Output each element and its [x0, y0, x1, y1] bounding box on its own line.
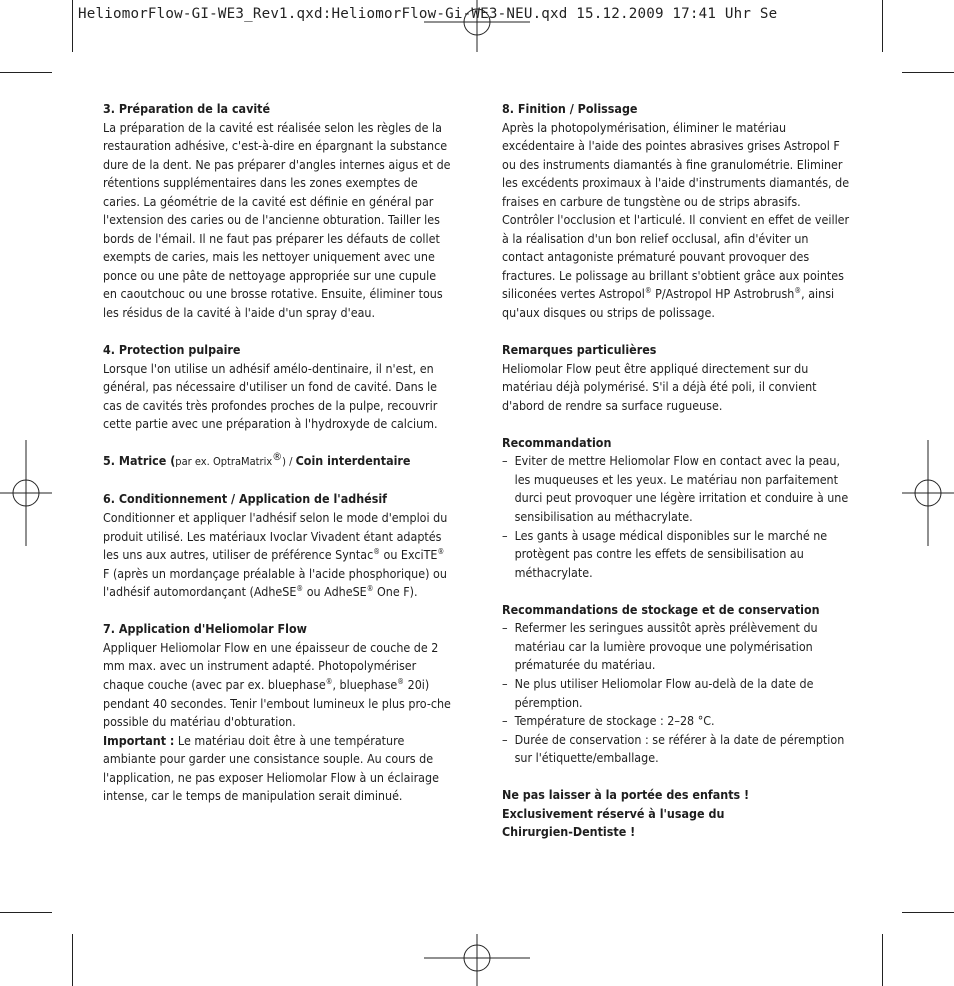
print-slug: HeliomorFlow-GI-WE3_Rev1.qxd:HeliomorFlow-Gi-WE3-NEU.qxd 15.12.2009 17:41 Uhr Se [78, 6, 778, 22]
warning-line: Ne pas laisser à la portée des enfants ! [502, 787, 750, 803]
crop-mark-bottom-right-vertical [882, 934, 883, 986]
registered-mark: ® [296, 584, 304, 594]
section-body: , ainsi qu'aux disques ou strips de polissage. [502, 286, 835, 321]
section-finishing [502, 100, 853, 323]
list-item: – Refermer les seringues aussitôt après prélèvement du matériau car la lumière provoque une polymérisation prématurée du matériau. [502, 619, 853, 675]
recommendation-list [502, 452, 853, 582]
list-item: – Durée de conservation : se référer à la date de péremption sur l'étiquette/emballage. [502, 731, 853, 768]
registered-mark: ® [794, 286, 802, 296]
section-heading-part: Coin interdentaire [295, 453, 411, 469]
section-body: ou AdheSE [303, 584, 367, 600]
crop-mark-top-left-horizontal [0, 72, 52, 73]
registered-mark: ® [325, 676, 333, 686]
section-heading: 6. Conditionnement / Application de l'adhésif [103, 491, 388, 507]
section-body: One F). [373, 584, 418, 600]
section-heading-note: ) / [282, 455, 296, 469]
section-heading-note: par ex. OptraMatrix [175, 455, 273, 469]
section-body: Après la photopolymérisation, éliminer le matériau excédentaire à l'aide des pointes abrasives grises Astropol F ou des instruments diamantés à fine granulométrie. Eliminer les excédents proximaux à l'aide d'instruments diamantés, de fraises en carbure de tungstène ou de strips abrasifs. Contrôler l'occlusion et l'articulé. Il convient en effet de veiller à la réalisation d'un bon relief occlusal, afin d'éviter un contact antagoniste prématuré pouvant provoquer des fractures. Le polissage au brillant s'obtient grâce aux pointes siliconées vertes Astropol [502, 119, 850, 302]
registration-mark-left [0, 440, 52, 546]
crop-mark-top-right-vertical [882, 0, 883, 52]
registration-mark-bottom [424, 934, 530, 986]
section-heading: 7. Application d'Heliomolar Flow [103, 621, 307, 637]
section-body: 20i) pendant 40 secondes. Tenir l'embout lumineux le plus pro-che possible du matériau d'obturation. [103, 676, 451, 730]
warning-block [502, 786, 853, 842]
right-column [502, 100, 853, 860]
section-body: Appliquer Heliomolar Flow en une épaisseur de couche de 2 mm max. avec un instrument adapté. Photopolymériser chaque couche (avec par ex. bluephase [103, 639, 439, 692]
registered-mark: ® [397, 676, 405, 686]
section-body: Conditionner et appliquer l'adhésif selon le mode d'emploi du produit utilisé. Les matériaux Ivoclar Vivadent étant adaptés les uns aux autres, utiliser de préférence Syntac [103, 510, 448, 563]
section-application [103, 620, 452, 805]
section-body: P/Astropol HP Astrobrush [651, 286, 795, 302]
list-item: – Ne plus utiliser Heliomolar Flow au-delà de la date de péremption. [502, 675, 853, 712]
crop-mark-bottom-right-horizontal [902, 912, 954, 913]
section-body: La préparation de la cavité est réalisée selon les règles de la restauration adhésive, c'est-à-dire en épargnant la substance dure de la dent. Ne pas préparer d'angles internes aigus et de rétentions supplémentaires dans les zones exemptes de caries. La géométrie de la cavité est définie en général par l'extension des caries ou de l'ancienne obturation. Tailler les bords de l'émail. Il ne faut pas préparer les défauts de collet exempts de caries, mais les nettoyer uniquement avec une ponce ou une pâte de nettoyage appropriée sur une cupule en caoutchouc ou une brosse rotative. Ensuite, éliminer tous les résidus de la cavité à l'aide d'un spray d'eau. [103, 119, 451, 321]
section-body: F (après un mordançage préalable à l'acide phosphorique) ou l'adhésif automordançant (AdheSE [103, 565, 447, 600]
section-body: , bluephase [332, 676, 398, 692]
list-item: – Les gants à usage médical disponibles sur le marché ne protègent pas contre les effets de sensibilisation au méthacrylate. [502, 527, 853, 583]
registered-mark: ® [272, 450, 283, 464]
important-body: Le matériau doit être à une température ambiante pour garder une consistance souple. Au cours de l'application, ne pas exposer Heliomolar Flow à un éclairage intense, car le temps de manipulation serait diminué. [103, 732, 439, 804]
storage-list [502, 619, 853, 767]
section-body: Lorsque l'on utilise un adhésif amélo-dentinaire, il n'est, en général, pas nécessaire d'utiliser un fond de cavité. Dans le cas de cavités très profondes proches de la pulpe, recouvrir cette partie avec une préparation à l'hydroxyde de calcium. [103, 360, 438, 432]
section-heading-part: 5. Matrice ( [103, 453, 176, 469]
section-heading: 8. Finition / Polissage [502, 101, 638, 116]
crop-mark-top-right-horizontal [902, 72, 954, 73]
left-column [103, 100, 452, 824]
section-heading: 4. Protection pulpaire [103, 342, 241, 358]
section-heading: Remarques particulières [502, 342, 657, 358]
section-heading-storage: Recommandations de stockage et de conservation [502, 601, 820, 617]
section-matrix [103, 452, 452, 472]
registered-mark: ® [644, 286, 652, 296]
section-adhesive [103, 490, 452, 601]
section-body: Heliomolar Flow peut être appliqué directement sur du matériau déjà polymérisé. S'il a déjà été poli, il convient d'abord de rendre sa surface rugueuse. [502, 360, 817, 413]
section-remarks [502, 341, 853, 415]
important-label: Important : [103, 732, 175, 748]
list-item: – Température de stockage : 2–28 °C. [502, 712, 853, 731]
registration-mark-right [902, 440, 954, 546]
section-heading: 3. Préparation de la cavité [103, 101, 271, 116]
warning-line: Exclusivement réservé à l'usage du [502, 805, 725, 821]
section-body: ou ExciTE [379, 547, 438, 563]
registered-mark: ® [437, 547, 445, 557]
registered-mark: ® [366, 584, 374, 594]
crop-mark-bottom-left-horizontal [0, 912, 52, 913]
warning-line: Chirurgien-Dentiste ! [502, 824, 636, 840]
crop-mark-top-left-vertical [72, 0, 73, 52]
section-pulp-protection [103, 341, 452, 434]
crop-mark-bottom-left-vertical [72, 934, 73, 986]
registered-mark: ® [373, 547, 380, 557]
section-cavity-preparation [103, 100, 452, 323]
section-heading-recommendation: Recommandation [502, 434, 612, 450]
list-item: – Eviter de mettre Heliomolar Flow en contact avec la peau, les muqueuses et les yeux. Le matériau non parfaitement durci peut provoquer une légère irritation et conduire à une sensibilisation au méthacrylate. [502, 452, 853, 526]
